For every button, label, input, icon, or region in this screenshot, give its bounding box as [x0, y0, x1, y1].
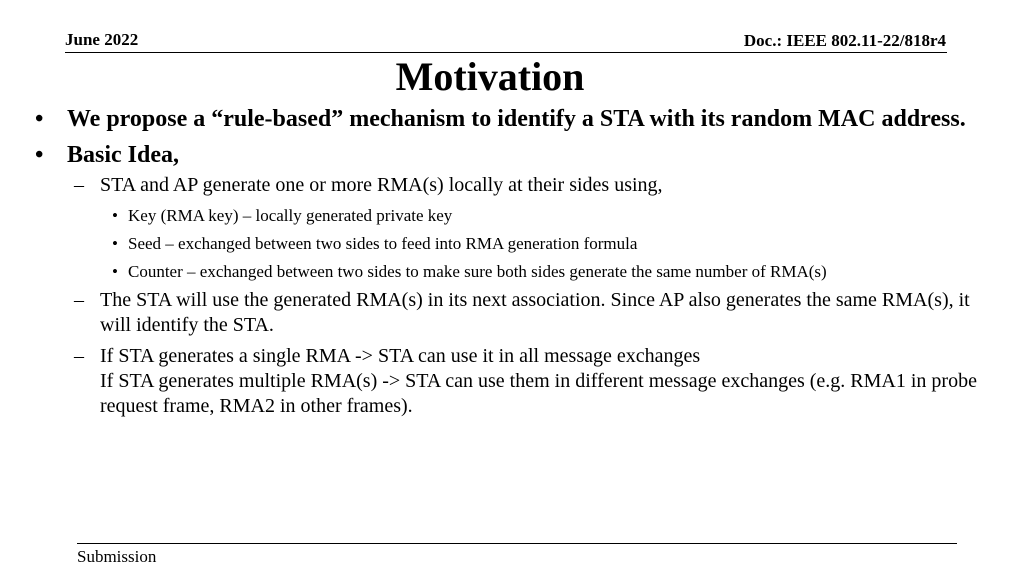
dash-icon: –	[74, 174, 84, 196]
bullet-item	[30, 139, 980, 171]
slide-title: Motivation	[395, 54, 585, 99]
header-date: June 2022	[65, 30, 139, 49]
sub-sub-bullet-item	[30, 233, 980, 254]
sub-bullet-item	[30, 288, 980, 338]
bullet-dot-icon: •	[35, 142, 44, 168]
sub-bullet-text: If STA generates a single RMA -> STA can use it in all message exchanges	[100, 345, 701, 367]
bullet-dot-icon: •	[112, 234, 118, 253]
bullet-text: We propose a “rule-based” mechanism to identify a STA with its random MAC address.	[67, 106, 966, 132]
sub-sub-bullet-item	[30, 261, 980, 282]
footer-divider	[77, 543, 957, 544]
slide-body	[30, 103, 980, 419]
dash-icon: –	[74, 345, 84, 367]
bullet-dot-icon: •	[35, 106, 44, 132]
bullet-dot-icon: •	[112, 206, 118, 225]
sub-sub-bullet-text: Seed – exchanged between two sides to feed into RMA generation formula	[128, 234, 638, 253]
sub-sub-bullet-item	[30, 205, 980, 226]
sub-sub-bullet-text: Key (RMA key) – locally generated private key	[128, 206, 453, 225]
footer-submission: Submission	[77, 547, 157, 566]
bullet-item	[30, 103, 980, 135]
sub-bullet-text: STA and AP generate one or more RMA(s) locally at their sides using,	[100, 174, 663, 196]
dash-icon: –	[74, 289, 84, 311]
sub-bullet-item	[30, 344, 980, 419]
sub-sub-bullet-text: Counter – exchanged between two sides to make sure both sides generate the same number of RMA(s)	[128, 262, 827, 281]
bullet-dot-icon: •	[112, 262, 118, 281]
sub-bullet-text: If STA generates multiple RMA(s) -> STA can use them in different message exchanges (e.g. RMA1 in probe request frame, RMA2 in other frames).	[100, 370, 977, 417]
sub-bullet-text: The STA will use the generated RMA(s) in its next association. Since AP also generates the same RMA(s), it will identify the STA.	[100, 289, 970, 336]
sub-bullet-item	[30, 173, 980, 198]
bullet-text: Basic Idea,	[67, 142, 180, 168]
header-doc-id: Doc.: IEEE 802.11-22/818r4	[743, 31, 946, 50]
